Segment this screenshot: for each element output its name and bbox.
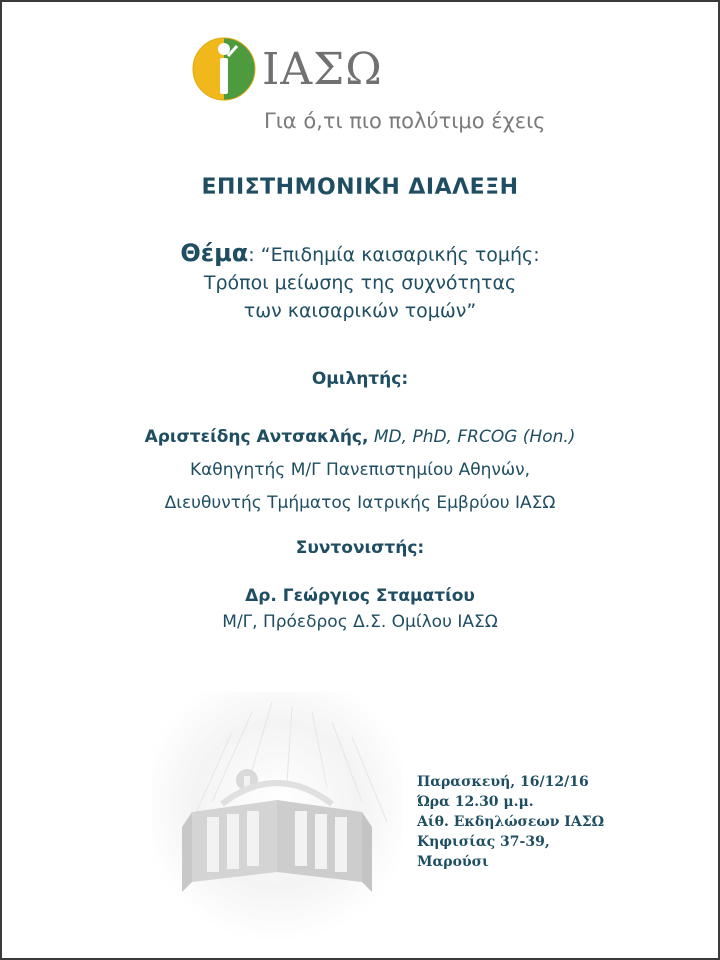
event-street: Κηφισίας 37-39, xyxy=(417,834,550,850)
topic-label: Θέμα xyxy=(180,239,249,267)
speaker-name: Αριστείδης Αντσακλής, xyxy=(144,427,369,447)
speaker-degrees: MD, PhD, FRCOG (Hon.) xyxy=(368,427,576,447)
iaso-emblem-icon xyxy=(189,32,259,102)
topic-line-2: Τρόποι μείωσης της συχνότητας xyxy=(203,272,517,294)
logo-wordmark: ΙΑΣΩ xyxy=(262,44,383,95)
event-venue: Αίθ. Εκδηλώσεων ΙΑΣΩ xyxy=(417,814,605,830)
speaker-role-2: Διευθυντής Τμήματος Ιατρικής Εμβρύου ΙΑΣΩ xyxy=(164,493,556,513)
coordinator-header: Συντονιστής: xyxy=(295,538,425,558)
iaso-logo xyxy=(189,32,383,106)
logo-tagline: Για ό,τι πιο πολύτιμο έχεις xyxy=(264,109,546,133)
coordinator-name: Δρ. Γεώργιος Σταματίου xyxy=(245,586,475,606)
topic-line-3: των καισαρικών τομών” xyxy=(243,300,477,322)
speaker-header: Ομιλητής: xyxy=(311,369,409,389)
event-city: Μαρούσι xyxy=(417,854,489,870)
topic-text-1: “Επιδημία καισαρικής τομής: xyxy=(260,244,540,266)
event-date: Παρασκευή, 16/12/16 xyxy=(417,774,589,790)
coordinator-block xyxy=(2,583,718,635)
book-emblem-watermark-icon xyxy=(152,692,402,942)
speaker-name-line xyxy=(2,421,718,454)
page-title: ΕΠΙΣΤΗΜΟΝΙΚΗ ΔΙΑΛΕΞΗ xyxy=(201,175,519,200)
topic-line-1 xyxy=(2,239,718,269)
topic-separator: : xyxy=(248,244,261,266)
topic-block xyxy=(2,239,718,325)
speaker-role-1: Καθηγητής Μ/Γ Πανεπιστημίου Αθηνών, xyxy=(189,460,531,480)
event-time: Ώρα 12.30 μ.μ. xyxy=(417,794,534,810)
speaker-block xyxy=(2,421,718,520)
coordinator-role: Μ/Γ, Πρόεδρος Δ.Σ. Ομίλου ΙΑΣΩ xyxy=(222,612,498,632)
event-details xyxy=(417,772,604,872)
